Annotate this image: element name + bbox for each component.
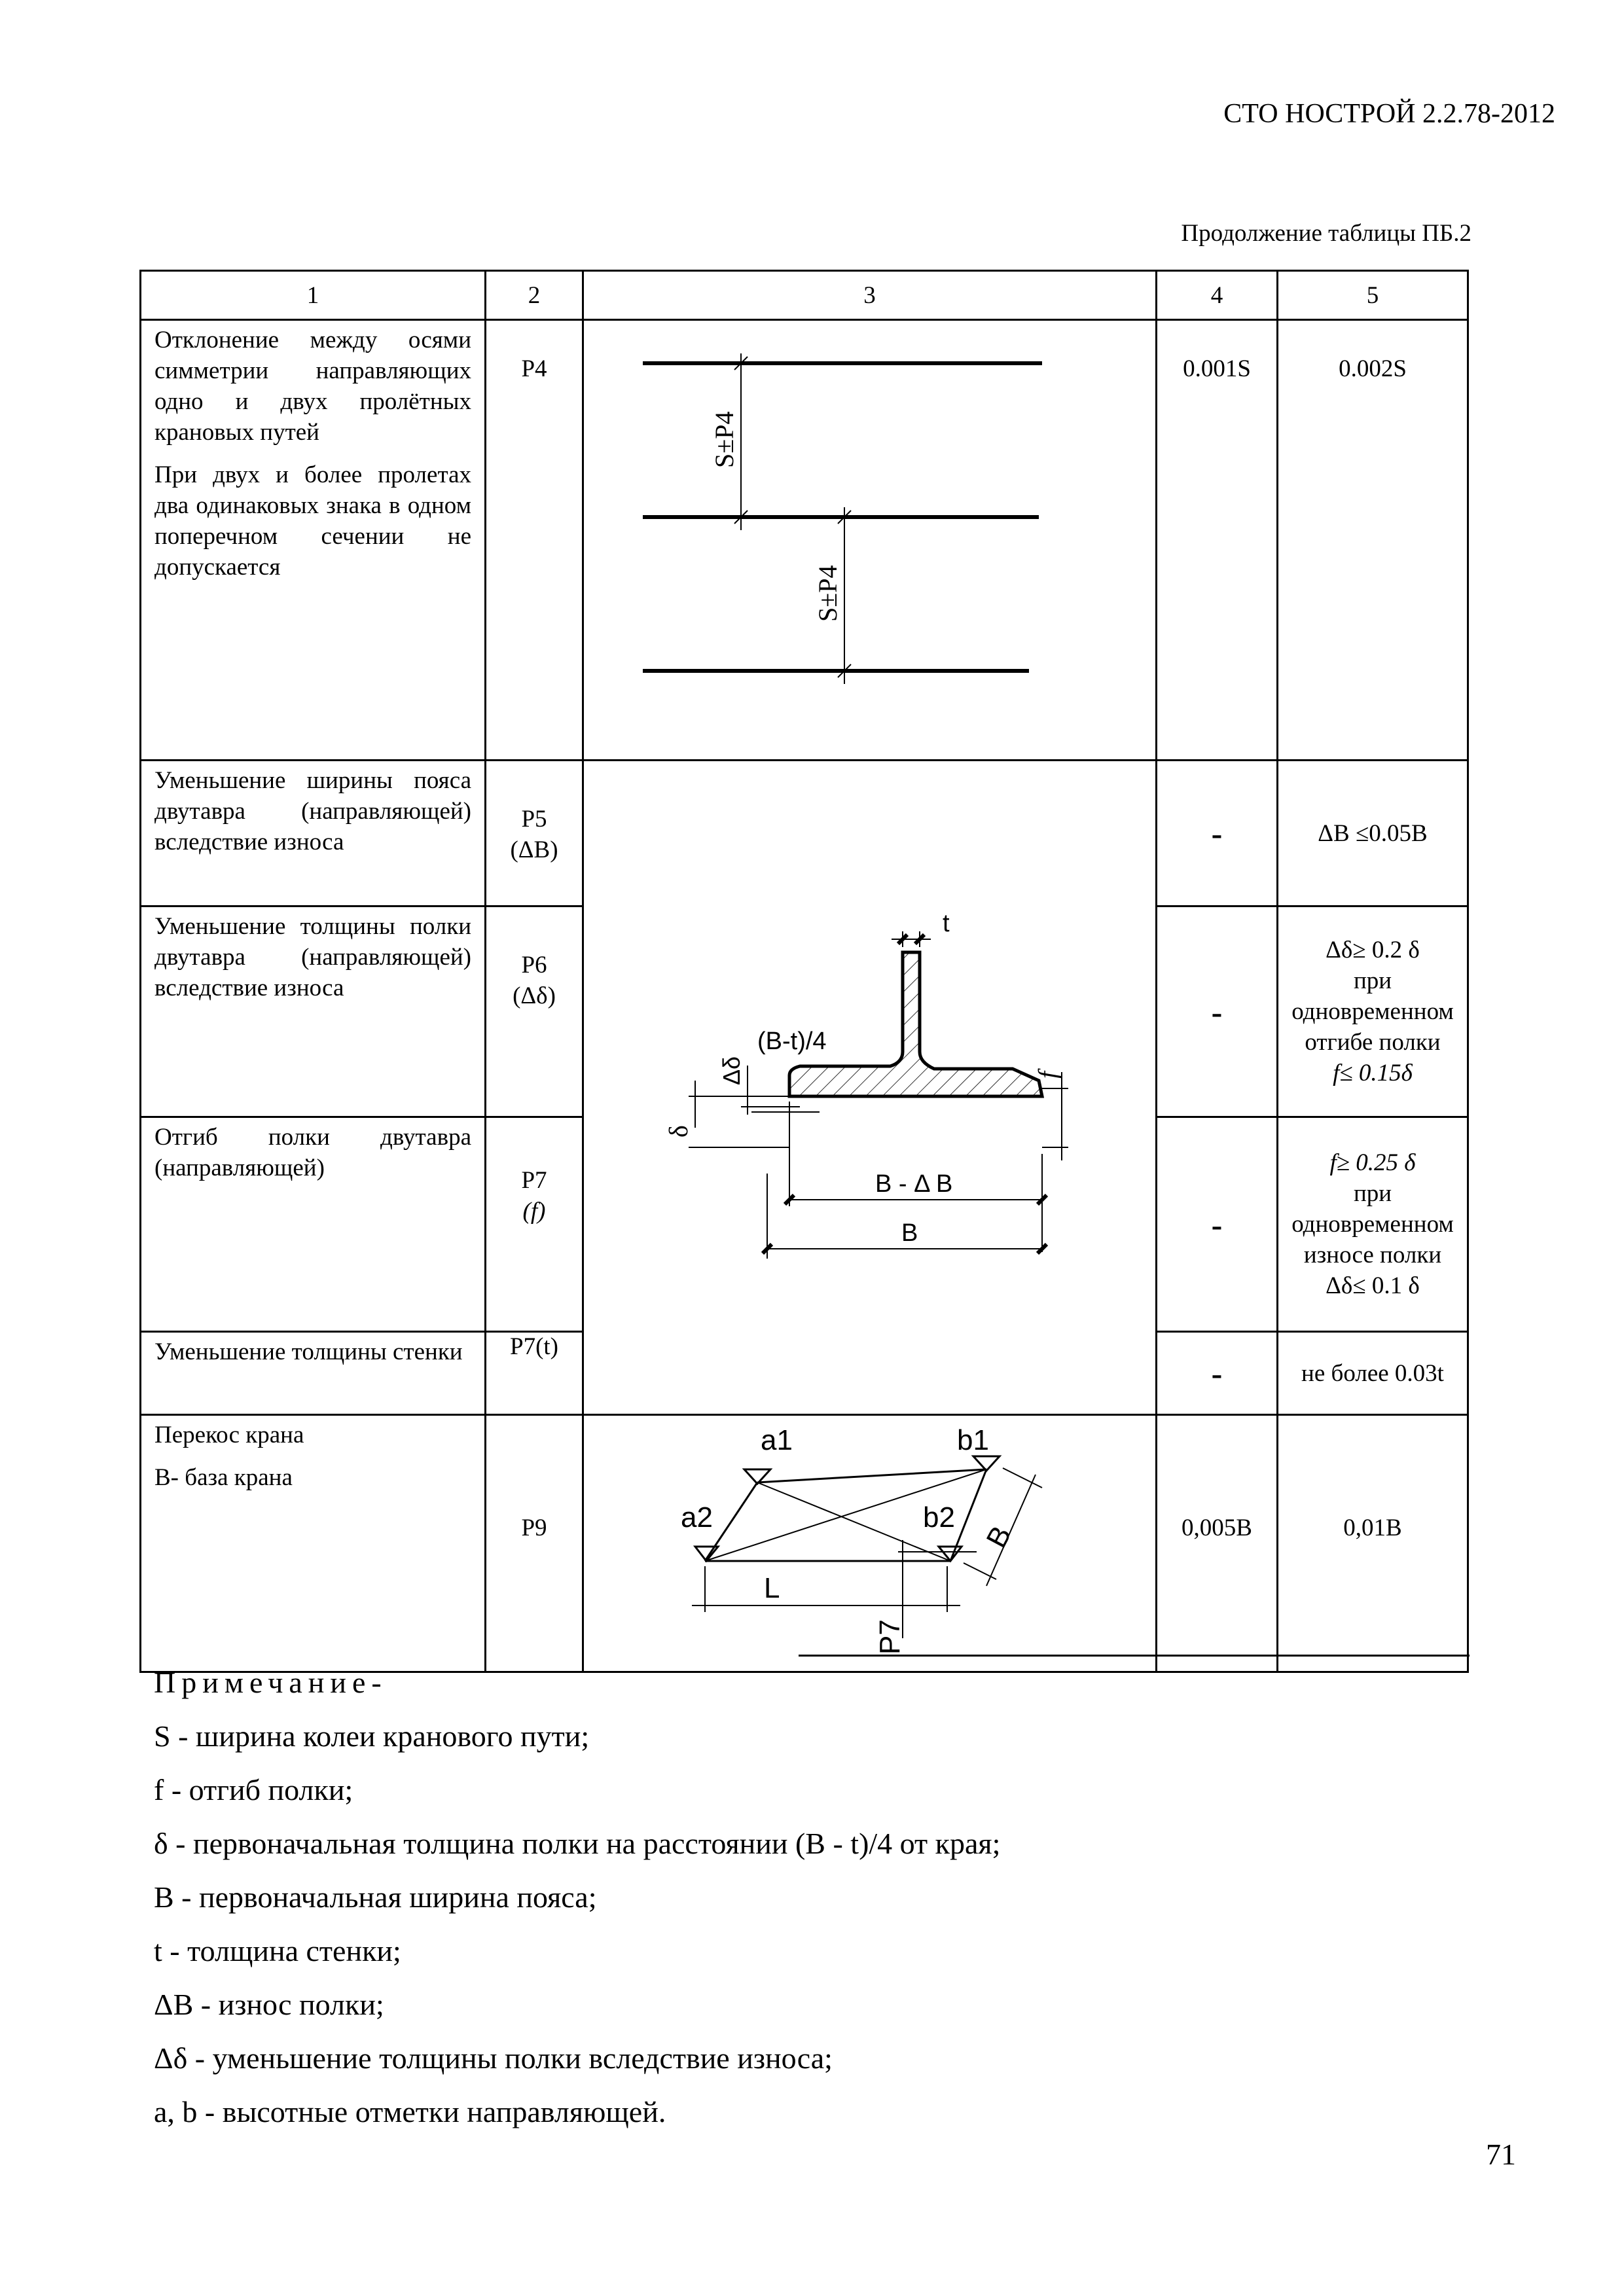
table-header-row xyxy=(141,271,1468,320)
row-p6-tol5-line-2: при xyxy=(1353,967,1392,995)
row-p7t-tolerance-4: - xyxy=(1157,1332,1278,1415)
table-row-p5 xyxy=(141,761,1468,906)
row-p9-tolerance-5: 0,01B xyxy=(1278,1415,1468,1672)
label-a2: a2 xyxy=(681,1501,713,1534)
row-p7t-description: Уменьшение толщины стенки xyxy=(141,1332,486,1415)
note-item-s: S - ширина колеи кранового пути; xyxy=(154,1719,590,1753)
col-header-2: 2 xyxy=(486,271,583,320)
support-b2 xyxy=(939,1547,962,1561)
tolerance-table xyxy=(139,270,1469,1673)
row-p5-tolerance-4: - xyxy=(1157,761,1278,906)
note-item-t: t - толщина стенки; xyxy=(154,1934,401,1967)
row-p5-description: Уменьшение ширины пояса двутавра (направляющей) вследствие износа xyxy=(141,761,486,906)
label-L: L xyxy=(764,1572,780,1604)
beam-label-delta: δ xyxy=(664,1125,693,1138)
beam-figure-cell xyxy=(583,761,1157,1415)
row-p4-tolerance-5: 0.002S xyxy=(1278,320,1468,761)
table-caption: Продолжение таблицы ПБ.2 xyxy=(1181,220,1471,247)
note-item-delta: δ - первоначальная толщина полки на расстоянии (B - t)/4 от края; xyxy=(154,1827,1001,1860)
row-p7-tol5-line-1: f≥ 0.25 δ xyxy=(1329,1149,1416,1177)
row-p4-description xyxy=(141,320,486,761)
dim-b-ext xyxy=(1003,1468,1042,1488)
row-p7t-tolerance-5: не более 0.03t xyxy=(1278,1332,1468,1415)
beam-section-shape xyxy=(789,952,1042,1096)
row-p4-desc-2: При двух и более пролетах два одинаковых знака в одном поперечном сечении не допускается xyxy=(154,461,471,581)
row-p4-tolerance-4: 0.001S xyxy=(1157,320,1278,761)
notes-title: Примечание- xyxy=(154,1666,388,1699)
rails-figure-cell xyxy=(583,320,1157,761)
crane-skew-diagram xyxy=(584,1416,1157,1664)
row-p7-code xyxy=(486,1117,583,1332)
row-p5-code-1: P5 xyxy=(521,806,547,833)
beam-label-t: t xyxy=(943,910,950,937)
label-a1: a1 xyxy=(761,1424,793,1456)
label-b1: b1 xyxy=(957,1424,989,1456)
row-p7t-code: P7(t) xyxy=(486,1332,583,1415)
beam-section-diagram xyxy=(584,761,1157,1407)
note-item-b: B - первоначальная ширина пояса; xyxy=(154,1880,597,1914)
row-p9-code: P9 xyxy=(486,1415,583,1672)
row-p6-tol5-line-5: f≤ 0.15δ xyxy=(1333,1060,1413,1087)
row-p7-tol5-line-2: при xyxy=(1353,1180,1392,1208)
rail-axes-diagram xyxy=(584,321,1157,753)
row-p7-code-2: (f) xyxy=(522,1198,546,1225)
row-p5-tolerance-5: ΔB ≤0.05B xyxy=(1278,761,1468,906)
note-item-f: f - отгиб полки; xyxy=(154,1773,353,1806)
row-p6-tolerance-4: - xyxy=(1157,906,1278,1117)
row-p7-description: Отгиб полки двутавра (направляющей) xyxy=(141,1117,486,1332)
support-b1 xyxy=(973,1456,1000,1471)
row-p5-code xyxy=(486,761,583,906)
row-p7-tol5-line-3: одновременном xyxy=(1291,1211,1454,1238)
label-B: B xyxy=(980,1520,1018,1553)
beam-label-b: B xyxy=(901,1219,918,1247)
row-p9-description xyxy=(141,1415,486,1672)
row-p9-tolerance-4: 0,005B xyxy=(1157,1415,1278,1672)
skew-left-edge xyxy=(705,1482,757,1561)
row-p6-description: Уменьшение толщины полки двутавра (направляющей) вследствие износа xyxy=(141,906,486,1117)
row-p6-code-2: (Δδ) xyxy=(513,982,556,1010)
beam-label-f: f xyxy=(1033,1071,1062,1079)
rail-lines xyxy=(643,363,1042,671)
label-P7: P7 xyxy=(874,1619,906,1655)
row-p4-desc-1: Отклонение между осями симметрии направляющих одно и двух пролётных крановых путей xyxy=(154,327,471,446)
dim-label-s-p4-upper: S±P4 xyxy=(710,411,739,468)
skew-diagonal-1 xyxy=(757,1482,950,1561)
col-header-5: 5 xyxy=(1278,271,1468,320)
dim-label-s-p4-lower: S±P4 xyxy=(813,565,842,622)
row-p6-tolerance-5 xyxy=(1278,906,1468,1117)
table-row-p9 xyxy=(141,1415,1468,1672)
row-p6-code-1: P6 xyxy=(521,952,547,979)
row-p7-tolerance-5 xyxy=(1278,1117,1468,1332)
beam-label-bt4: (B-t)/4 xyxy=(757,1028,827,1055)
label-b2: b2 xyxy=(923,1501,955,1534)
skew-figure-cell xyxy=(583,1415,1157,1672)
row-p4-code: P4 xyxy=(486,320,583,761)
skew-lines xyxy=(692,1456,1042,1638)
row-p6-tol5-line-3: одновременном xyxy=(1291,998,1454,1026)
row-p9-desc-2: B- база крана xyxy=(154,1464,293,1491)
dim-b-ext xyxy=(964,1563,996,1579)
notes-section xyxy=(154,1656,1463,2139)
row-p9-desc-1: Перекос крана xyxy=(154,1422,304,1448)
note-item-ab: a, b - высотные отметки направляющей. xyxy=(154,2095,666,2128)
document-code: СТО НОСТРОЙ 2.2.78-2012 xyxy=(1223,99,1555,129)
row-p6-tol5-line-1: Δδ≥ 0.2 δ xyxy=(1326,937,1420,964)
row-p7-tol5-line-4: износе полки xyxy=(1303,1242,1442,1269)
row-p7-code-1: P7 xyxy=(521,1167,547,1194)
col-header-1: 1 xyxy=(141,271,486,320)
beam-label-ddelta: Δδ xyxy=(718,1056,745,1085)
note-item-ddelta: Δδ - уменьшение толщины полки вследствие износа; xyxy=(154,2041,833,2075)
col-header-4: 4 xyxy=(1157,271,1278,320)
row-p6-code xyxy=(486,906,583,1117)
col-header-3: 3 xyxy=(583,271,1157,320)
page-number: 71 xyxy=(1486,2138,1516,2171)
note-item-db: ΔB - износ полки; xyxy=(154,1988,384,2021)
row-p6-tol5-line-4: отгибе полки xyxy=(1305,1029,1441,1056)
table-row-p4 xyxy=(141,320,1468,761)
beam-label-b-minus-db: B - Δ B xyxy=(875,1170,953,1198)
row-p5-code-2: (ΔB) xyxy=(510,836,558,863)
row-p7-tol5-line-5: Δδ≤ 0.1 δ xyxy=(1326,1272,1420,1300)
row-p7-tolerance-4: - xyxy=(1157,1117,1278,1332)
